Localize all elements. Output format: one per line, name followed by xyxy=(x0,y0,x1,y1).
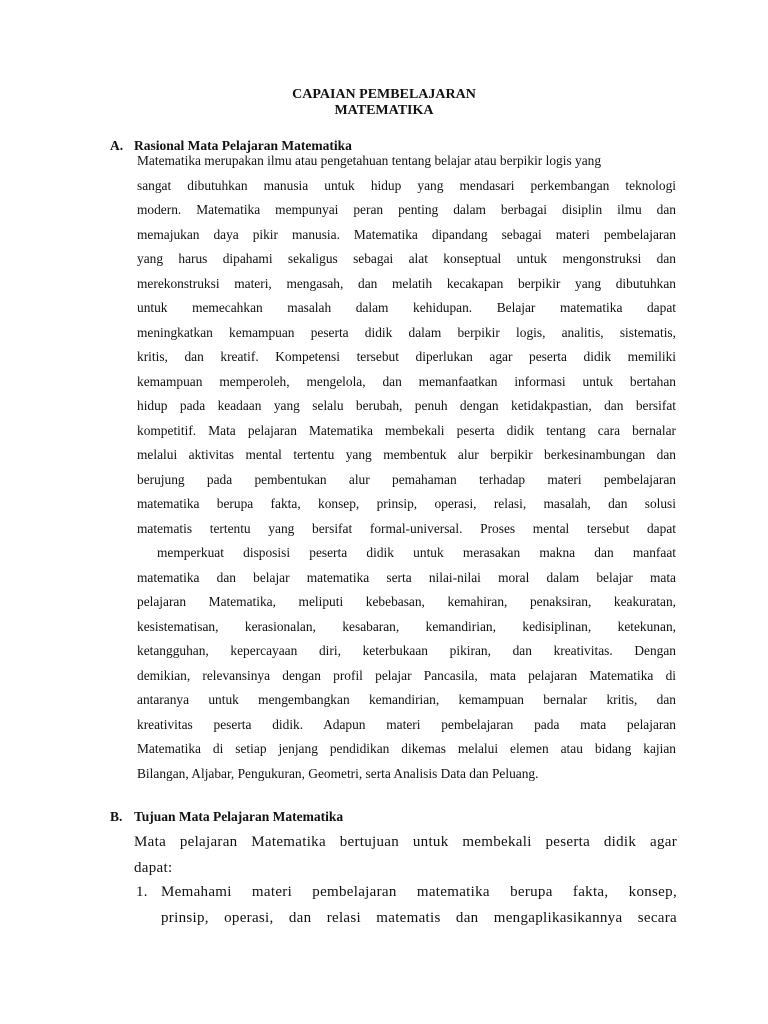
paragraph-line: kreativitas peserta didik. Adapun materi pembelajaran pada mata pelajaran xyxy=(137,716,676,732)
document-title-line-2: MATEMATIKA xyxy=(334,103,434,118)
paragraph-line: modern. Matematika mempunyai peran penting dalam berbagai disiplin ilmu dan xyxy=(137,202,676,217)
section-b-heading xyxy=(110,809,343,825)
paragraph-line: kesistematisan, kerasionalan, kesabaran, kemandirian, kedisiplinan, ketekunan, xyxy=(137,618,676,634)
list-item-number: 1. xyxy=(136,884,148,900)
paragraph-line: merekonstruksi materi, mengasah, dan melatih kecakapan berpikir yang dibutuhkan xyxy=(137,275,676,291)
section-a-heading xyxy=(110,138,352,154)
section-b-intro-line-1: Mata pelajaran Matematika bertujuan untuk membekali peserta didik agar xyxy=(134,834,677,850)
document-title-line-1: CAPAIAN PEMBELAJARAN xyxy=(292,87,476,102)
paragraph-line: hidup pada keadaan yang selalu berubah, penuh dengan ketidakpastian, dan bersifat xyxy=(137,398,676,413)
paragraph-line: memajukan daya pikir manusia. Matematika dipandang sebagai materi pembelajaran xyxy=(137,226,676,242)
paragraph-line: meningkatkan kemampuan peserta didik dalam berpikir logis, analitis, sistematis, xyxy=(137,324,676,340)
paragraph-line: demikian, relevansinya dengan profil pelajar Pancasila, mata pelajaran Matematika di xyxy=(137,667,676,683)
paragraph-line: kritis, dan kreatif. Kompetensi tersebut diperlukan agar peserta didik memiliki xyxy=(137,349,676,364)
paragraph-line: Bilangan, Aljabar, Pengukuran, Geometri, serta Analisis Data dan Peluang. xyxy=(137,765,539,781)
paragraph-line: kompetitif. Mata pelajaran Matematika membekali peserta didik tentang cara bernalar xyxy=(137,422,676,438)
section-b-title: Tujuan Mata Pelajaran Matematika xyxy=(134,809,344,824)
paragraph-line: melalui aktivitas mental tertentu yang membentuk alur berpikir berkesinambungan dan xyxy=(137,447,676,462)
section-a-label: A. xyxy=(110,138,124,153)
paragraph-line: antaranya untuk mengembangkan kemandirian, kemampuan bernalar kritis, dan xyxy=(137,692,676,707)
paragraph-line: kemampuan memperoleh, mengelola, dan memanfaatkan informasi untuk bertahan xyxy=(137,373,676,389)
section-a-title: Rasional Mata Pelajaran Matematika xyxy=(134,138,352,153)
paragraph-line: sangat dibutuhkan manusia untuk hidup yang mendasari perkembangan teknologi xyxy=(137,177,676,193)
paragraph-line: ketangguhan, kepercayaan diri, keterbukaan pikiran, dan kreativitas. Dengan xyxy=(137,643,676,658)
paragraph-line: Matematika di setiap jenjang pendidikan dikemas melalui elemen atau bidang kajian xyxy=(137,741,676,756)
paragraph-line: untuk memecahkan masalah dalam kehidupan. Belajar matematika dapat xyxy=(137,300,676,315)
paragraph-line: matematika berupa fakta, konsep, prinsip, operasi, relasi, masalah, dan solusi xyxy=(137,496,676,511)
paragraph-line: berujung pada pembentukan alur pemahaman terhadap materi pembelajaran xyxy=(137,471,676,487)
paragraph-line: memperkuat disposisi peserta didik untuk merasakan makna dan manfaat xyxy=(157,545,676,560)
paragraph-line: matematis tertentu yang bersifat formal-universal. Proses mental tersebut dapat xyxy=(137,520,676,536)
paragraph-line: pelajaran Matematika, meliputi kebebasan, kemahiran, penaksiran, keakuratan, xyxy=(137,594,676,609)
list-item-line-2: prinsip, operasi, dan relasi matematis dan mengaplikasikannya secara xyxy=(161,910,677,926)
paragraph-line: matematika dan belajar matematika serta nilai-nilai moral dalam belajar mata xyxy=(137,569,676,585)
section-b-label: B. xyxy=(110,809,123,824)
paragraph-line: yang harus dipahami sekaligus sebagai alat konseptual untuk mengonstruksi dan xyxy=(137,251,676,266)
paragraph-line: Matematika merupakan ilmu atau pengetahuan tentang belajar atau berpikir logis yang xyxy=(137,153,602,168)
list-item-line-1: Memahami materi pembelajaran matematika berupa fakta, konsep, xyxy=(161,884,677,900)
section-b-intro-line-2: dapat: xyxy=(134,860,173,876)
